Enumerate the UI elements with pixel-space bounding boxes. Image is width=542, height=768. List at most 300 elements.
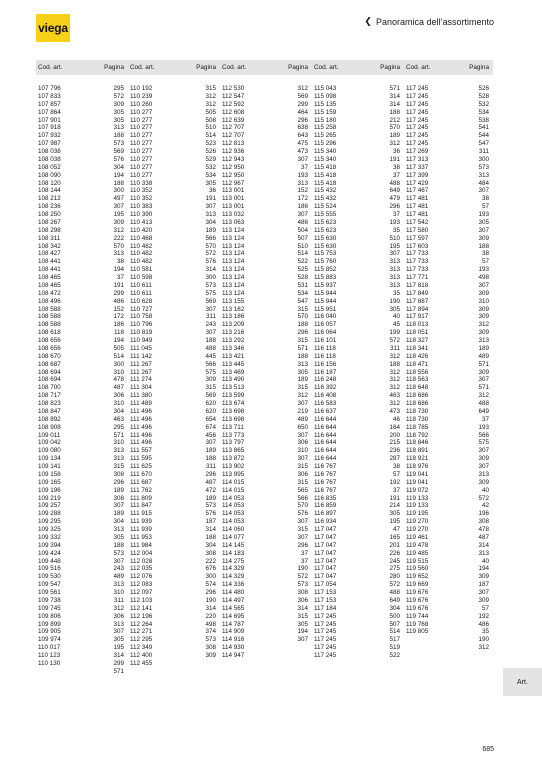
page-ref[interactable]: 312 <box>478 321 489 329</box>
page-ref[interactable]: 314 <box>113 652 124 659</box>
page-ref[interactable]: 309 <box>478 596 489 604</box>
page-ref[interactable]: 42 <box>481 502 489 510</box>
page-ref[interactable]: 510 <box>297 242 308 250</box>
page-ref[interactable]: 569 <box>113 148 124 155</box>
page-ref[interactable]: 311 <box>205 463 216 470</box>
page-ref[interactable]: 172 <box>113 313 124 321</box>
page-ref[interactable]: 488 <box>389 179 400 187</box>
page-ref[interactable]: 305 <box>113 108 124 116</box>
page-ref[interactable]: 199 <box>389 329 400 337</box>
page-ref[interactable]: 200 <box>389 431 400 439</box>
page-ref[interactable]: 576 <box>205 510 216 518</box>
page-ref[interactable]: 576 <box>205 258 216 266</box>
page-ref[interactable]: 287 <box>389 455 400 463</box>
page-ref[interactable]: 300 <box>113 360 124 368</box>
page-ref[interactable]: 165 <box>389 533 400 541</box>
page-ref[interactable]: 57 <box>481 258 489 266</box>
page-ref[interactable]: 313 <box>389 266 400 274</box>
page-ref[interactable]: 36 <box>392 148 400 155</box>
page-ref[interactable]: 296 <box>297 541 308 549</box>
page-ref[interactable]: 307 <box>297 431 308 439</box>
page-ref[interactable]: 305 <box>113 116 124 124</box>
page-ref[interactable]: 308 <box>205 644 216 652</box>
page-ref[interactable]: 222 <box>113 234 124 242</box>
page-ref[interactable]: 312 <box>389 376 400 384</box>
page-ref[interactable]: 215 <box>389 439 400 447</box>
page-ref[interactable]: 312 <box>297 392 308 400</box>
page-ref[interactable]: 309 <box>113 218 124 226</box>
page-ref[interactable]: 313 <box>205 211 216 218</box>
page-ref[interactable]: 573 <box>113 549 124 557</box>
page-ref[interactable]: 514 <box>113 352 124 360</box>
page-ref[interactable]: 313 <box>389 258 400 266</box>
page-ref[interactable]: 309 <box>478 289 489 297</box>
page-ref[interactable]: 497 <box>113 195 124 203</box>
page-ref[interactable]: 296 <box>113 478 124 486</box>
page-ref[interactable]: 300 <box>113 187 124 195</box>
page-ref[interactable]: 538 <box>478 116 489 124</box>
page-ref[interactable]: 313 <box>389 274 400 281</box>
page-ref[interactable]: 523 <box>205 140 216 148</box>
page-ref[interactable]: 307 <box>478 281 489 289</box>
page-ref[interactable]: 306 <box>113 392 124 400</box>
page-ref[interactable]: 314 <box>205 526 216 533</box>
page-ref[interactable]: 313 <box>113 581 124 589</box>
page-ref[interactable]: 37 <box>481 415 489 423</box>
page-ref[interactable]: 505 <box>113 344 124 352</box>
page-ref[interactable]: 305 <box>113 636 124 644</box>
page-ref[interactable]: 573 <box>205 281 216 289</box>
page-ref[interactable]: 304 <box>205 218 216 226</box>
page-ref[interactable]: 222 <box>205 557 216 565</box>
page-ref[interactable]: 531 <box>297 281 308 289</box>
page-ref[interactable]: 309 <box>205 376 216 384</box>
page-ref[interactable]: 314 <box>478 541 489 549</box>
page-ref[interactable]: 307 <box>205 439 216 447</box>
page-ref[interactable]: 519 <box>389 644 400 652</box>
page-ref[interactable]: 313 <box>113 250 124 258</box>
page-ref[interactable]: 575 <box>205 368 216 376</box>
page-ref[interactable]: 570 <box>297 313 308 321</box>
page-ref[interactable]: 312 <box>389 384 400 392</box>
page-ref[interactable]: 57 <box>392 470 400 478</box>
page-ref[interactable]: 189 <box>478 344 489 352</box>
page-ref[interactable]: 306 <box>297 596 308 604</box>
page-ref[interactable]: 528 <box>297 274 308 281</box>
page-ref[interactable]: 650 <box>297 423 308 431</box>
page-ref[interactable]: 188 <box>389 108 400 116</box>
page-ref[interactable]: 312 <box>389 352 400 360</box>
page-ref[interactable]: 307 <box>113 502 124 510</box>
page-ref[interactable]: 649 <box>389 596 400 604</box>
page-ref[interactable]: 305 <box>113 533 124 541</box>
page-ref[interactable]: 195 <box>113 211 124 218</box>
page-ref[interactable]: 45 <box>392 321 400 329</box>
page-ref[interactable]: 620 <box>205 407 216 415</box>
art-index-tab[interactable] <box>503 668 542 696</box>
page-ref[interactable]: 192 <box>389 478 400 486</box>
page-ref[interactable]: 310 <box>297 447 308 455</box>
page-ref[interactable]: 486 <box>113 297 124 305</box>
page-ref[interactable]: 307 <box>478 187 489 195</box>
page-ref[interactable]: 152 <box>297 187 308 195</box>
page-ref[interactable]: 569 <box>205 392 216 400</box>
page-ref[interactable]: 307 <box>297 533 308 541</box>
page-ref[interactable]: 190 <box>297 565 308 573</box>
page-ref[interactable]: 314 <box>389 100 400 108</box>
page-ref[interactable]: 192 <box>478 612 489 620</box>
page-ref[interactable]: 314 <box>205 266 216 274</box>
page-ref[interactable]: 300 <box>205 573 216 581</box>
page-ref[interactable]: 572 <box>389 337 400 344</box>
page-ref[interactable]: 311 <box>205 313 216 321</box>
page-ref[interactable]: 571 <box>478 360 489 368</box>
section-breadcrumb[interactable] <box>364 16 494 27</box>
page-ref[interactable]: 296 <box>205 589 216 596</box>
page-ref[interactable]: 193 <box>478 266 489 274</box>
page-ref[interactable]: 534 <box>297 289 308 297</box>
page-ref[interactable]: 574 <box>205 581 216 589</box>
page-ref[interactable]: 307 <box>297 400 308 407</box>
page-ref[interactable]: 188 <box>297 321 308 329</box>
page-ref[interactable]: 313 <box>478 549 489 557</box>
page-ref[interactable]: 571 <box>113 431 124 439</box>
page-ref[interactable]: 219 <box>297 407 308 415</box>
page-ref[interactable]: 188 <box>113 541 124 549</box>
page-ref[interactable]: 57 <box>481 203 489 211</box>
page-ref[interactable]: 315 <box>297 612 308 620</box>
page-ref[interactable]: 507 <box>389 620 400 628</box>
page-ref[interactable]: 307 <box>297 636 308 644</box>
page-ref[interactable]: 572 <box>205 250 216 258</box>
page-ref[interactable]: 566 <box>478 431 489 439</box>
page-ref[interactable]: 307 <box>478 376 489 384</box>
page-ref[interactable]: 38 <box>481 250 489 258</box>
page-ref[interactable]: 315 <box>297 337 308 344</box>
page-ref[interactable]: 187 <box>205 518 216 526</box>
page-ref[interactable]: 473 <box>389 407 400 415</box>
page-ref[interactable]: 309 <box>478 478 489 486</box>
page-ref[interactable]: 243 <box>205 321 216 329</box>
page-ref[interactable]: 313 <box>113 455 124 463</box>
page-ref[interactable]: 532 <box>205 163 216 171</box>
page-ref[interactable]: 308 <box>113 494 124 502</box>
page-ref[interactable]: 510 <box>389 234 400 242</box>
page-ref[interactable]: 38 <box>392 463 400 470</box>
page-ref[interactable]: 38 <box>481 195 489 203</box>
page-ref[interactable]: 314 <box>389 92 400 100</box>
page-ref[interactable]: 307 <box>297 455 308 463</box>
page-ref[interactable]: 307 <box>113 628 124 636</box>
page-ref[interactable]: 307 <box>389 250 400 258</box>
page-ref[interactable]: 37 <box>300 549 308 557</box>
page-ref[interactable]: 236 <box>389 447 400 455</box>
page-ref[interactable]: 309 <box>478 455 489 463</box>
page-ref[interactable]: 188 <box>297 352 308 360</box>
page-ref[interactable]: 313 <box>478 337 489 344</box>
page-ref[interactable]: 190 <box>478 636 489 644</box>
page-ref[interactable]: 486 <box>478 620 489 628</box>
page-ref[interactable]: 307 <box>478 463 489 470</box>
page-ref[interactable]: 478 <box>113 376 124 384</box>
page-ref[interactable]: 312 <box>389 140 400 148</box>
page-ref[interactable]: 576 <box>113 155 124 163</box>
page-ref[interactable]: 532 <box>478 100 489 108</box>
page-ref[interactable]: 307 <box>297 518 308 526</box>
page-ref[interactable]: 35 <box>481 628 489 636</box>
page-ref[interactable]: 307 <box>478 447 489 455</box>
page-ref[interactable]: 489 <box>478 352 489 360</box>
page-ref[interactable]: 196 <box>478 510 489 518</box>
page-ref[interactable]: 304 <box>389 604 400 612</box>
page-ref[interactable]: 40 <box>481 486 489 494</box>
page-ref[interactable]: 487 <box>205 478 216 486</box>
page-ref[interactable]: 306 <box>297 470 308 478</box>
page-ref[interactable]: 308 <box>297 589 308 596</box>
page-ref[interactable]: 573 <box>205 502 216 510</box>
page-ref[interactable]: 212 <box>389 116 400 124</box>
page-ref[interactable]: 304 <box>113 407 124 415</box>
page-ref[interactable]: 172 <box>297 195 308 203</box>
page-ref[interactable]: 299 <box>113 289 124 297</box>
page-ref[interactable]: 544 <box>478 132 489 140</box>
page-ref[interactable]: 315 <box>297 478 308 486</box>
page-ref[interactable]: 295 <box>113 423 124 431</box>
page-ref[interactable]: 313 <box>113 620 124 628</box>
page-ref[interactable]: 313 <box>478 171 489 179</box>
page-ref[interactable]: 576 <box>297 510 308 518</box>
page-ref[interactable]: 570 <box>113 242 124 250</box>
page-ref[interactable]: 571 <box>113 667 124 675</box>
page-ref[interactable]: 307 <box>113 557 124 565</box>
page-ref[interactable]: 299 <box>113 659 124 667</box>
page-ref[interactable]: 309 <box>478 329 489 337</box>
page-ref[interactable]: 46 <box>392 415 400 423</box>
page-ref[interactable]: 190 <box>205 596 216 604</box>
page-ref[interactable]: 315 <box>297 463 308 470</box>
page-ref[interactable]: 643 <box>297 132 308 140</box>
page-ref[interactable]: 193 <box>478 211 489 218</box>
page-ref[interactable]: 40 <box>481 557 489 565</box>
page-ref[interactable]: 313 <box>113 447 124 455</box>
page-ref[interactable]: 57 <box>481 604 489 612</box>
page-ref[interactable]: 311 <box>478 148 489 155</box>
page-ref[interactable]: 307 <box>297 155 308 163</box>
page-ref[interactable]: 195 <box>113 644 124 652</box>
page-ref[interactable]: 505 <box>205 108 216 116</box>
page-ref[interactable]: 193 <box>297 171 308 179</box>
page-ref[interactable]: 314 <box>205 604 216 612</box>
page-ref[interactable]: 189 <box>205 226 216 234</box>
page-ref[interactable]: 575 <box>205 289 216 297</box>
page-ref[interactable]: 309 <box>113 100 124 108</box>
page-ref[interactable]: 572 <box>389 581 400 589</box>
page-ref[interactable]: 534 <box>478 108 489 116</box>
page-ref[interactable]: 190 <box>389 297 400 305</box>
page-ref[interactable]: 37 <box>392 171 400 179</box>
page-ref[interactable]: 510 <box>205 124 216 132</box>
page-ref[interactable]: 37 <box>392 211 400 218</box>
page-ref[interactable]: 649 <box>389 187 400 195</box>
page-ref[interactable]: 195 <box>389 518 400 526</box>
page-ref[interactable]: 304 <box>205 541 216 549</box>
page-ref[interactable]: 484 <box>478 179 489 187</box>
page-ref[interactable]: 189 <box>389 132 400 140</box>
page-ref[interactable]: 507 <box>297 234 308 242</box>
page-ref[interactable]: 570 <box>205 242 216 250</box>
page-ref[interactable]: 299 <box>297 100 308 108</box>
page-ref[interactable]: 312 <box>389 400 400 407</box>
page-ref[interactable]: 188 <box>205 455 216 463</box>
page-ref[interactable]: 571 <box>478 384 489 392</box>
page-ref[interactable]: 526 <box>205 148 216 155</box>
page-ref[interactable]: 310 <box>113 589 124 596</box>
page-ref[interactable]: 307 <box>205 329 216 337</box>
page-ref[interactable]: 194 <box>113 337 124 344</box>
page-ref[interactable]: 310 <box>113 439 124 447</box>
page-ref[interactable]: 522 <box>297 258 308 266</box>
page-ref[interactable]: 118 <box>113 329 124 337</box>
page-ref[interactable]: 473 <box>297 148 308 155</box>
page-ref[interactable]: 654 <box>205 415 216 423</box>
page-ref[interactable]: 463 <box>113 415 124 423</box>
page-ref[interactable]: 456 <box>205 431 216 439</box>
page-ref[interactable]: 312 <box>478 392 489 400</box>
page-ref[interactable]: 311 <box>113 596 124 604</box>
page-ref[interactable]: 573 <box>205 636 216 644</box>
page-ref[interactable]: 191 <box>389 494 400 502</box>
page-ref[interactable]: 573 <box>297 581 308 589</box>
page-ref[interactable]: 374 <box>205 628 216 636</box>
page-ref[interactable]: 571 <box>389 85 400 92</box>
page-ref[interactable]: 487 <box>113 384 124 392</box>
page-ref[interactable]: 187 <box>478 581 489 589</box>
page-ref[interactable]: 313 <box>113 124 124 132</box>
page-ref[interactable]: 472 <box>205 486 216 494</box>
page-ref[interactable]: 570 <box>389 124 400 132</box>
page-ref[interactable]: 309 <box>478 234 489 242</box>
page-ref[interactable]: 193 <box>478 423 489 431</box>
page-ref[interactable]: 649 <box>478 407 489 415</box>
page-ref[interactable]: 309 <box>478 305 489 313</box>
page-ref[interactable]: 191 <box>389 155 400 163</box>
page-ref[interactable]: 514 <box>389 628 400 636</box>
page-ref[interactable]: 514 <box>297 250 308 258</box>
page-ref[interactable]: 38 <box>392 163 400 171</box>
page-ref[interactable]: 188 <box>389 360 400 368</box>
page-ref[interactable]: 547 <box>297 297 308 305</box>
page-ref[interactable]: 309 <box>205 652 216 659</box>
page-ref[interactable]: 308 <box>478 518 489 526</box>
page-ref[interactable]: 194 <box>297 628 308 636</box>
page-ref[interactable]: 504 <box>297 226 308 234</box>
page-ref[interactable]: 312 <box>205 92 216 100</box>
page-ref[interactable]: 275 <box>389 565 400 573</box>
page-ref[interactable]: 37 <box>116 274 124 281</box>
page-ref[interactable]: 541 <box>478 124 489 132</box>
page-ref[interactable]: 526 <box>478 85 489 92</box>
page-ref[interactable]: 312 <box>113 226 124 234</box>
page-ref[interactable]: 313 <box>297 360 308 368</box>
page-ref[interactable]: 306 <box>113 612 124 620</box>
page-ref[interactable]: 296 <box>297 116 308 124</box>
page-ref[interactable]: 313 <box>478 470 489 478</box>
page-ref[interactable]: 188 <box>205 337 216 344</box>
page-ref[interactable]: 152 <box>113 305 124 313</box>
page-ref[interactable]: 517 <box>389 636 400 644</box>
page-ref[interactable]: 445 <box>205 352 216 360</box>
page-ref[interactable]: 525 <box>297 266 308 274</box>
page-ref[interactable]: 315 <box>205 85 216 92</box>
page-ref[interactable]: 674 <box>205 423 216 431</box>
page-ref[interactable]: 37 <box>392 486 400 494</box>
page-ref[interactable]: 315 <box>297 305 308 313</box>
page-ref[interactable]: 315 <box>297 526 308 533</box>
page-ref[interactable]: 295 <box>113 85 124 92</box>
page-ref[interactable]: 189 <box>205 447 216 455</box>
page-ref[interactable]: 489 <box>297 415 308 423</box>
page-ref[interactable]: 315 <box>205 384 216 392</box>
page-ref[interactable]: 522 <box>389 652 400 659</box>
page-ref[interactable]: 300 <box>478 155 489 163</box>
page-ref[interactable]: 186 <box>297 203 308 211</box>
page-ref[interactable]: 296 <box>389 203 400 211</box>
page-ref[interactable]: 280 <box>389 573 400 581</box>
page-ref[interactable]: 307 <box>113 203 124 211</box>
page-ref[interactable]: 573 <box>113 140 124 148</box>
page-ref[interactable]: 307 <box>478 589 489 596</box>
page-ref[interactable]: 188 <box>478 242 489 250</box>
page-ref[interactable]: 305 <box>389 510 400 518</box>
page-ref[interactable]: 572 <box>478 494 489 502</box>
page-ref[interactable]: 529 <box>205 155 216 163</box>
page-ref[interactable]: 189 <box>113 486 124 494</box>
page-ref[interactable]: 188 <box>113 179 124 187</box>
page-ref[interactable]: 572 <box>297 573 308 581</box>
page-ref[interactable]: 575 <box>478 439 489 447</box>
page-ref[interactable]: 311 <box>389 344 400 352</box>
page-ref[interactable]: 547 <box>478 140 489 148</box>
page-ref[interactable]: 676 <box>205 565 216 573</box>
page-ref[interactable]: 566 <box>297 494 308 502</box>
page-ref[interactable]: 38 <box>116 258 124 266</box>
page-ref[interactable]: 310 <box>113 400 124 407</box>
page-ref[interactable]: 528 <box>478 92 489 100</box>
page-ref[interactable]: 486 <box>297 218 308 226</box>
page-ref[interactable]: 220 <box>205 612 216 620</box>
page-ref[interactable]: 488 <box>478 400 489 407</box>
page-ref[interactable]: 565 <box>297 486 308 494</box>
page-ref[interactable]: 312 <box>297 85 308 92</box>
page-ref[interactable]: 186 <box>113 321 124 329</box>
page-ref[interactable]: 570 <box>297 502 308 510</box>
page-ref[interactable]: 194 <box>478 565 489 573</box>
page-ref[interactable]: 37 <box>300 557 308 565</box>
page-ref[interactable]: 40 <box>392 313 400 321</box>
page-ref[interactable]: 312 <box>113 604 124 612</box>
page-ref[interactable]: 194 <box>113 266 124 274</box>
page-ref[interactable]: 573 <box>478 163 489 171</box>
page-ref[interactable]: 305 <box>389 305 400 313</box>
page-ref[interactable]: 313 <box>113 526 124 533</box>
page-ref[interactable]: 488 <box>205 344 216 352</box>
page-ref[interactable]: 475 <box>297 140 308 148</box>
page-ref[interactable]: 193 <box>389 218 400 226</box>
page-ref[interactable]: 572 <box>113 92 124 100</box>
page-ref[interactable]: 226 <box>389 549 400 557</box>
page-ref[interactable]: 309 <box>478 573 489 581</box>
page-ref[interactable]: 188 <box>205 533 216 541</box>
